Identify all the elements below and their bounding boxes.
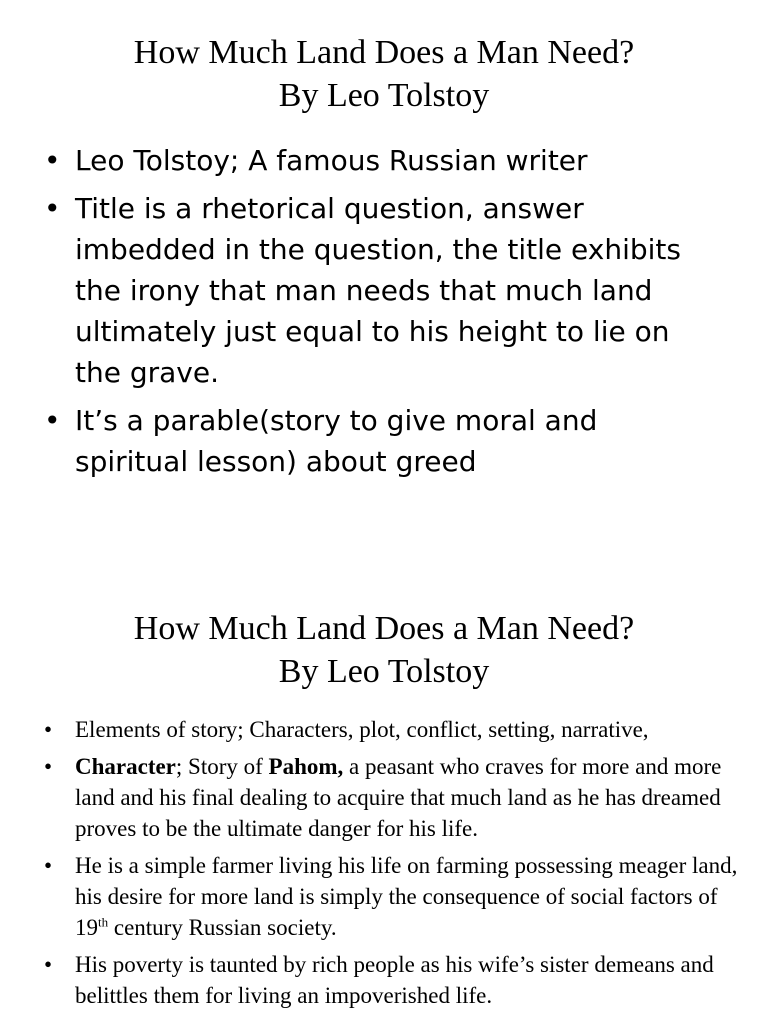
slide-2-bullet-item: [0, 850, 768, 943]
bullet-icon: •: [44, 853, 53, 878]
slide-2-bullet-item: [0, 714, 768, 745]
bullet-text-fragment: ; Story of: [175, 754, 269, 779]
pahom-label: Pahom,: [268, 754, 344, 779]
slide-2-bullet-item: [0, 949, 768, 1011]
slide-2-bullet-text: [75, 853, 737, 940]
bullet-text-fragment: a peasant who craves for more and more land and his final dealing to acquire that much land as he has dreamed proves to be the ultimate danger for his life.: [75, 754, 722, 841]
slide-1-bullet-list: [0, 140, 768, 489]
slide-1-title-line-1: How Much Land Does a Man Need?: [133, 34, 635, 71]
slide-1-title-line-2: By Leo Tolstoy: [278, 77, 490, 114]
slide-1-bullet-text: Title is a rhetorical question, answer imbedded in the question, the title exhibits the irony that man needs that much land ultimately just equal to his height to lie on the grave.: [75, 192, 681, 389]
bullet-icon: •: [44, 192, 61, 225]
slide-1-title: [0, 31, 768, 117]
slide-1-bullet-text: It’s a parable(story to give moral and spiritual lesson) about greed: [75, 404, 598, 478]
slide-1-bullet-text: Leo Tolstoy; A famous Russian writer: [75, 144, 588, 177]
superscript-th: th: [98, 914, 109, 930]
slide-1-bullet-item: [0, 140, 768, 181]
slide-2-title-line-2: By Leo Tolstoy: [278, 653, 490, 690]
slide-2-title: [0, 607, 768, 693]
bullet-icon: •: [44, 754, 53, 779]
character-label: Character: [75, 754, 176, 779]
bullet-icon: •: [44, 144, 61, 177]
bullet-text-fragment: century Russian society.: [108, 915, 337, 940]
bullet-text-fragment: He is a simple farmer living his life on farming possessing meager land, his desire for more land is simply the consequence of social factors of 19: [75, 853, 738, 940]
slide-2-bullet-item: [0, 751, 768, 844]
slide-2-bullet-text: His poverty is taunted by rich people as his wife’s sister demeans and belittles them for living an impoverished life.: [75, 952, 714, 1008]
bullet-icon: •: [44, 717, 53, 742]
slide-1-bullet-item: [0, 400, 768, 482]
slide-2-title-line-1: How Much Land Does a Man Need?: [133, 610, 635, 647]
slide-1-bullet-item: [0, 188, 768, 393]
slide-2-bullet-list: [0, 714, 768, 1017]
slide-2-bullet-text: Elements of story; Characters, plot, conflict, setting, narrative,: [75, 717, 649, 742]
bullet-icon: •: [44, 404, 61, 437]
bullet-icon: •: [44, 952, 53, 977]
slide-2: [0, 576, 768, 1024]
slide-2-bullet-text: [75, 754, 721, 841]
